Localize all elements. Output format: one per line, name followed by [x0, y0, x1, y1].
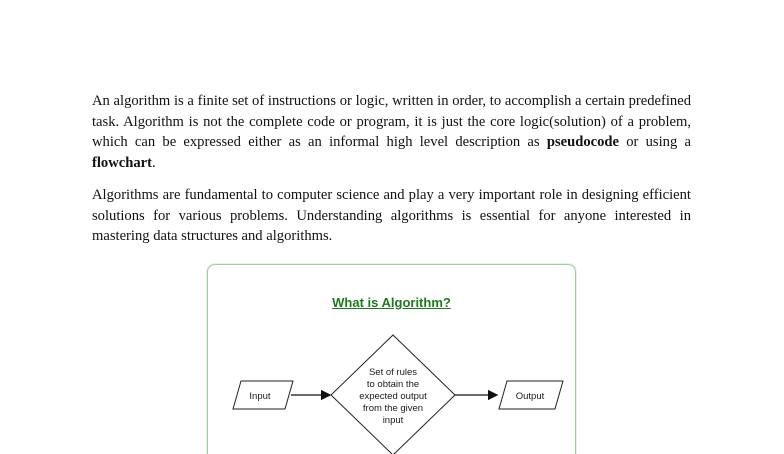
intro-text-end: .	[151, 154, 156, 171]
output-label: Output	[515, 391, 545, 402]
intro-paragraph	[92, 91, 691, 173]
rules-line-1: Set of rules	[368, 367, 418, 378]
pseudocode-term: pseudocode	[546, 134, 619, 150]
fundamentals-paragraph: Algorithms are fundamental to computer science and play a very important role in designing efficient solutions for various problems. Understanding algorithms is essential for anyone interested in mastering data structures and algorithms.	[92, 187, 691, 244]
flowchart-term: flowchart	[92, 154, 152, 171]
intro-text: An algorithm is a finite set of instructions or logic, written in order, to accomplish a certain predefined task. Algorithm is not the complete code or program, it is just the core logic(solution) of a problem, which can be expressed either as an informal high level description as	[92, 93, 691, 150]
rules-line-3: expected output	[359, 391, 427, 402]
figure-title: What is Algorithm?	[332, 295, 451, 310]
rules-line-5: input	[382, 415, 404, 426]
intro-text-middle: or using a	[619, 134, 691, 150]
flowchart-diagram	[208, 265, 576, 454]
rules-line-4: from the given	[362, 403, 424, 414]
rules-line-2: to obtain the	[366, 379, 420, 390]
input-label: Input	[249, 391, 271, 402]
algorithm-figure	[207, 264, 576, 454]
